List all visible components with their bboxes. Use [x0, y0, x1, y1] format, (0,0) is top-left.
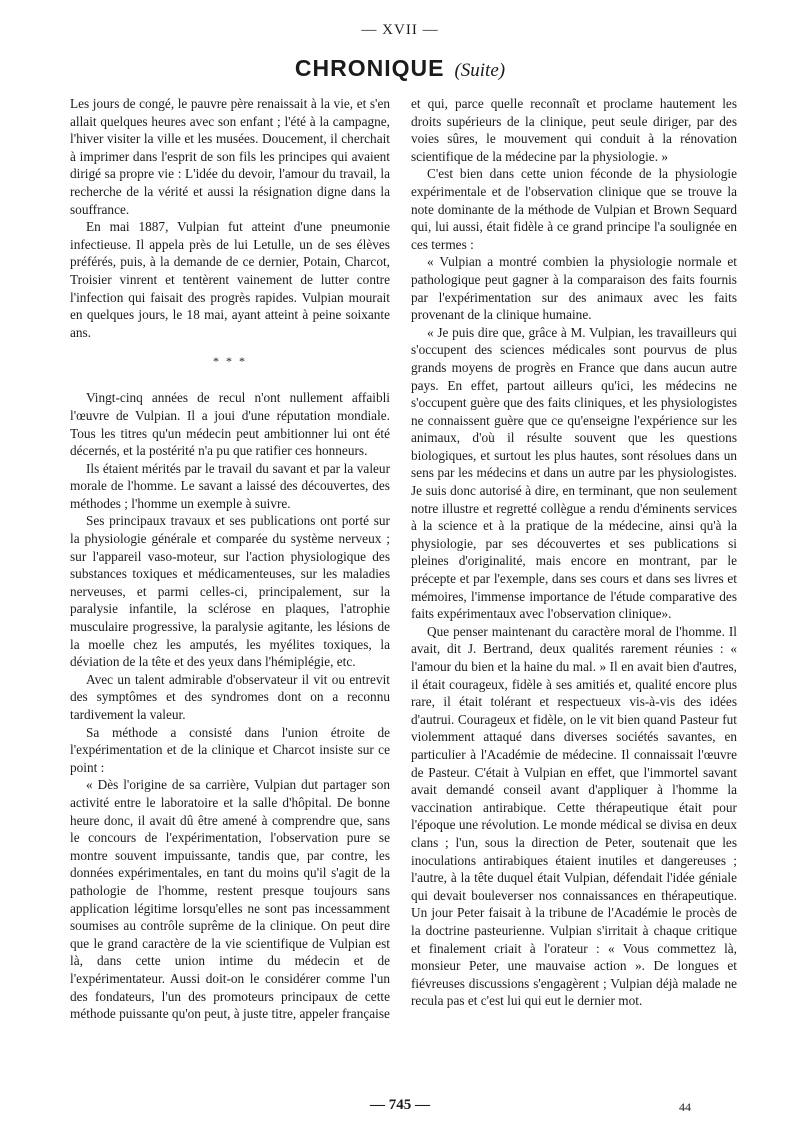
paragraph: « Je puis dire que, grâce à M. Vulpian, les travailleurs qui s'occupent des sciences médicales sont pourvus de plus grands moyens de progrès en France que dans aucun autre pays. En effet, partout ailleurs qu'ici, les médecins ne s'occupent guère que des faits cliniques, et les physiologistes ne connaissent guère que ce qu'enseigne l'expérience sur les animaux, d'où il résulte souvent que les questions biologiques, et surtout les plus hautes, sont résolues dans un sens par les médecins et dans un autre par les physiologistes. Je suis donc autorisé à dire, en terminant, que non seulement notre illustre et regretté collègue a rendu d'éminents services à la science et à la pratique de la médecine, ainsi qu'à la physiologie, par ses découvertes et ses publications si pleines d'originalité, mais encore en montrant, par le précepte et par l'exemple, dans ses cours et dans ses livres et mémoires, l'immense importance de l'étude comparative des faits expérimentaux avec l'observation clinique». — [411, 324, 737, 622]
paragraph: Ses principaux travaux et ses publications ont porté sur la physiologie générale et comparée du système nerveux ; sur l'appareil vaso-moteur, sur l'action physiologique des substances toxiques et médicamenteuses, sur les maladies nerveuses, et parmi celles-ci, principalement, sur la paralysie infantile, la sclérose en plaques, l'atrophie musculaire progressive, la paralysie agitante, les lésions de la moelle chez les amputés, les myélites toxiques, la déviation de la tête et des yeux dans l'hémiplégie, etc. — [70, 513, 390, 670]
running-head: — XVII — — [361, 22, 439, 38]
paragraph: En mai 1887, Vulpian fut atteint d'une pneumonie infectieuse. Il appela près de lui Letulle, un de ses élèves préférés, puis, à la demande de ce dernier, Potain, Charcot, Troisier vinrent et tentèrent vainement de lutter contre l'infection qui faisait des progrès rapides. Vulpian mourait en quelques jours, le 18 mai, ayant atteint à peine soixante ans. — [70, 219, 390, 340]
page-number: — 745 — — [370, 1097, 430, 1113]
paragraph: et qui, parce quelle reconnaît et proclame hautement les droits supérieurs de la clinique, peut seule diriger, par des voies sûres, le mouvement qui conduit à la rénovation scientifique de la médecine par la physiologie. » — [411, 96, 737, 164]
paragraph: Vingt-cinq années de recul n'ont nullement affaibli l'œuvre de Vulpian. Il a joui d'une réputation mondiale. Tous les titres qu'un médecin peut ambitionner lui ont été décernés, et la postérité n'a pu que ratifier ces honneurs. — [70, 390, 390, 459]
right-column — [411, 95, 737, 1010]
paragraph: Que penser maintenant du caractère moral de l'homme. Il avait, dit J. Bertrand, deux qualités rarement réunies : « l'amour du bien et la haine du mal. » Il en avait bien d'autres, il était courageux, fidèle à ses amitiés et, qualité encore plus rare, il était tolérant et respectueux vis-à-vis des idées d'autrui. Courageux et fidèle, on le vit bien quand Pasteur fut violemment attaqué dans diverses sociétés savantes, en particulier à l'Académie de médecine. Il connaissait l'œuvre de Pasteur. C'était à Vulpian en effet, que l'immortel savant avait demandé conseil avant d'appliquer à l'homme la vaccination antirabique. Cette thérapeutique était pour l'époque une révolution. Le monde médical se divisa en deux clans ; l'un, sous la direction de Peter, soutenait que les inoculations antirabiques étaient inutiles et dangereuses ; l'autre, à la tête duquel était Vulpian, défendait l'idée géniale qui devait bouleverser nos connaissances en thérapeutique. Un jour Peter faisait à la tribune de l'Académie le procès de la doctrine pasteurienne. Vulpian s'irritait à chaque critique et finalement criait à l'orateur : « Vous commettez là, monsieur Peter, une mauvaise action ». De longues et fiévreuses discussions s'engagèrent ; Vulpian déjà malade ne recula pas et c'est lui qui eut le dernier mot. — [411, 623, 737, 1009]
chronicle-title: CHRONIQUE — [294, 55, 445, 81]
issue-number: 44 — [679, 1100, 691, 1114]
paragraph: « Dès l'origine de sa carrière, Vulpian dut partager son activité entre le laboratoire et la salle d'hôpital. De bonne heure donc, il avait dû être amené à comprendre que, sans le concours de l'expérimentation, l'observation pure se montre souvent impuissante, tandis que, par contre, les données expérimentales, en tant du moins qu'il s'agit de la pathologie de l'homme, restent presque toujours sans application légitime lorsqu'elles ne sont pas incessamment soumises au contrôle suprême de la clinique. On peut dire que le grand caractère de la vie scientifique de Vulpian est là, dans cette union intime du médecin et de l'expérimentateur. Aussi doit-on le considérer comme l'un des fondateurs, l'un des promoteurs principaux de cette méthode puissante qu'on peut, à juste titre, appeler française — [70, 777, 390, 1022]
section-title — [0, 55, 800, 82]
paragraph: Ils étaient mérités par le travail du savant et par la valeur morale de l'homme. Le savant a laissé des découvertes, des méthodes ; l'homme un exemple à suivre. — [70, 460, 390, 511]
paragraph: C'est bien dans cette union féconde de la physiologie expérimentale et de l'observation clinique que se trouve la note dominante de la méthode de Vulpian et Brown Sequard qui, lui aussi, était fidèle à ce grand principe l'a soulignée en ces termes : — [411, 166, 737, 252]
paragraph: Les jours de congé, le pauvre père renaissait à la vie, et s'en allait quelques heures avec son enfant ; l'été à la campagne, l'hiver visiter la ville et les musées. Doucement, il cherchait à imprimer dans l'esprit de son fils les principes qui avaient dirigé sa propre vie : L'idée du devoir, l'amour du travail, la recherche de la vérité et aussi la résignation digne dans la souffrance. — [70, 96, 390, 217]
left-column — [70, 95, 390, 1023]
paragraph: Avec un talent admirable d'observateur il vit ou entrevit des symptômes et des syndromes dont on a reconnu tardivement la valeur. — [70, 671, 390, 722]
paragraph: « Vulpian a montré combien la physiologie normale et pathologique peut gagner à la comparaison des faits fournis par l'expérimentation sur des animaux avec les faits provenant de la clinique humaine. — [411, 254, 737, 323]
paragraph: Sa méthode a consisté dans l'union étroite de l'expérimentation et de la clinique et Charcot insiste sur ce point : — [70, 724, 390, 775]
chronicle-title-suffix: (Suite) — [454, 60, 506, 81]
section-separator: * * * — [213, 354, 247, 369]
